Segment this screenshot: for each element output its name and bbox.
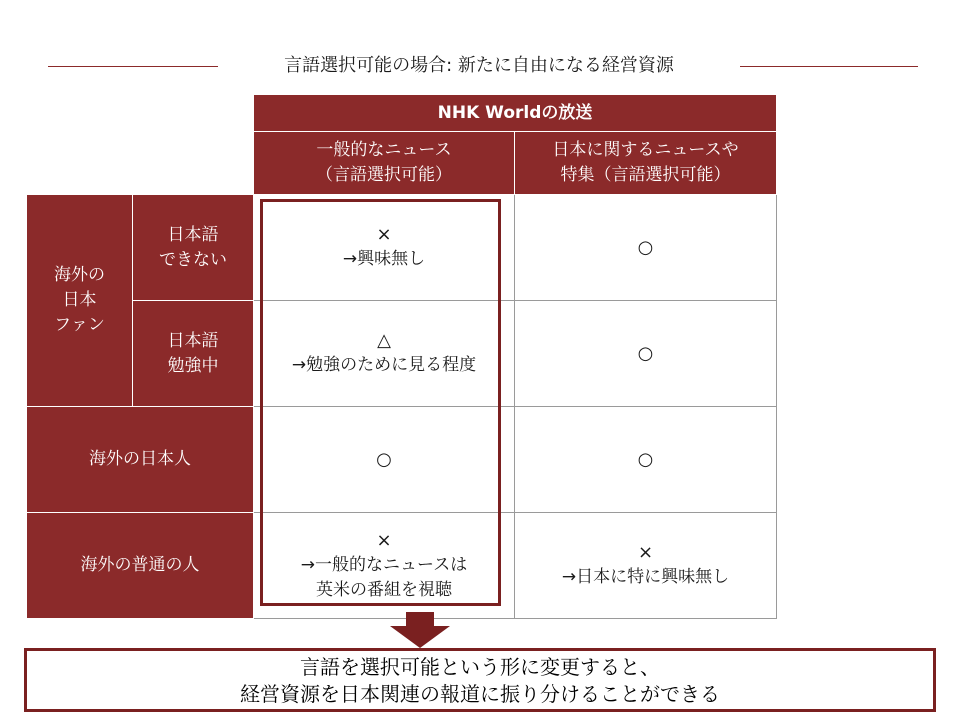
row-label-studying-line-2: 勉強中 (167, 355, 219, 376)
cell-note-line-2: 英米の番組を視聴 (316, 579, 452, 600)
row-label-ordinary-abroad: 海外の普通の人 (27, 513, 254, 619)
mark-triangle: △ (377, 330, 391, 351)
title-row (0, 52, 960, 82)
row-label-no-japanese (133, 195, 254, 301)
header-general-news (254, 132, 515, 195)
cell-note: →興味無し (342, 249, 426, 269)
mark-circle: ○ (637, 236, 654, 258)
slide-title: 言語選択可能の場合: 新たに自由になる経営資源 (284, 55, 674, 76)
row-label-no-japanese-line-2: できない (159, 249, 227, 270)
mark-circle: ○ (637, 448, 654, 470)
mark-circle: ○ (637, 342, 654, 364)
header-japan-news-line-2: 特集（言語選択可能） (560, 165, 731, 185)
row-label-studying-line-1: 日本語 (167, 330, 219, 351)
header-general-news-line-2: （言語選択可能） (316, 165, 452, 185)
cell-note-line-1: →一般的なニュースは (300, 554, 468, 575)
mark-cross: × (637, 542, 654, 563)
down-arrow-icon (388, 612, 452, 648)
conclusion-box (24, 648, 936, 712)
comparison-table (26, 94, 777, 619)
row-label-japanese-abroad: 海外の日本人 (27, 407, 254, 513)
cell-note: →勉強のために見る程度 (291, 355, 477, 375)
row-label-no-japanese-line-1: 日本語 (167, 224, 219, 245)
conclusion-line-1: 言語を選択可能という形に変更すると、 (300, 655, 660, 679)
cell-note: →日本に特に興味無し (561, 567, 730, 587)
row-label-studying (133, 301, 254, 407)
cell-studying-japan (515, 301, 777, 407)
header-general-news-line-1: 一般的なニュース (316, 140, 452, 160)
title-rule-left (48, 66, 218, 67)
row-group-fans-line-1: 海外の (54, 265, 105, 285)
cell-studying-general (254, 301, 515, 407)
row-group-fans-line-3: ファン (54, 315, 105, 335)
cell-japanese-abroad-general (254, 407, 515, 513)
cell-no-japanese-japan (515, 195, 777, 301)
cell-no-japanese-general (254, 195, 515, 301)
header-japan-news-line-1: 日本に関するニュースや (552, 140, 739, 160)
cell-ordinary-japan (515, 513, 777, 619)
row-group-fans-line-2: 日本 (62, 290, 97, 310)
row-group-fans (27, 195, 133, 407)
table-corner-blank (27, 95, 254, 195)
header-nhk-world: NHK Worldの放送 (254, 95, 777, 132)
mark-cross: × (376, 529, 392, 551)
cell-ordinary-general (254, 513, 515, 619)
conclusion-line-2: 経営資源を日本関連の報道に振り分けることができる (240, 682, 720, 706)
mark-cross: × (376, 224, 392, 245)
mark-circle: ○ (376, 448, 392, 470)
title-rule-right (740, 66, 918, 67)
cell-japanese-abroad-japan (515, 407, 777, 513)
header-japan-news (515, 132, 777, 195)
